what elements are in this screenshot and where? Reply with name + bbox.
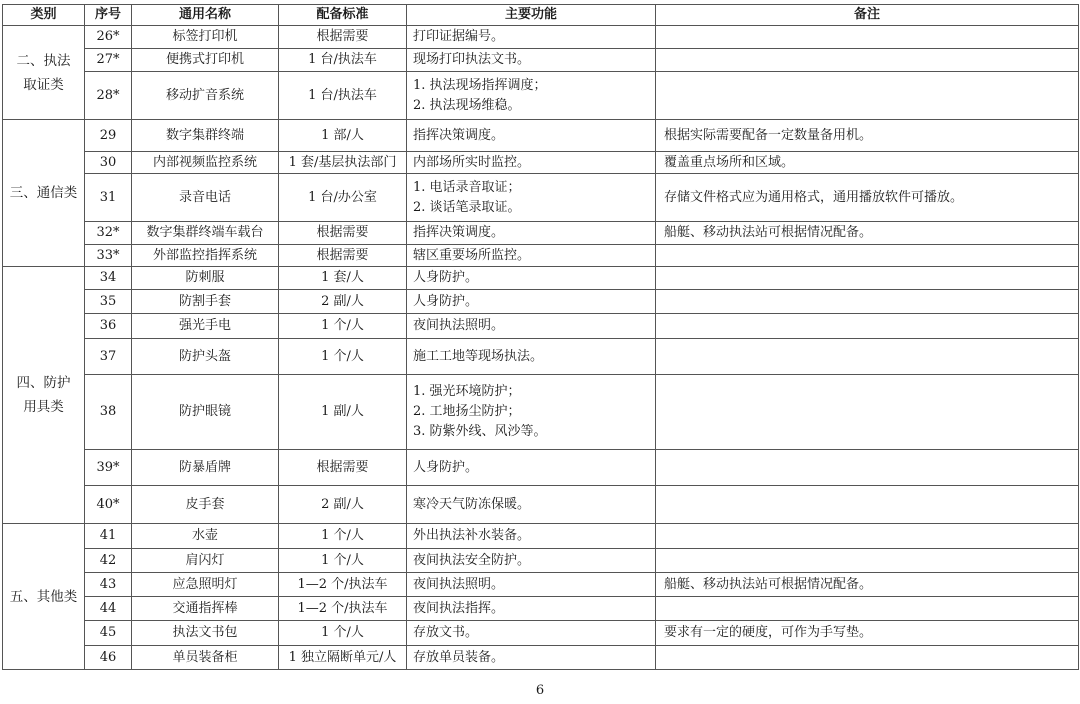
standard-cell: 1 副/人 [279,375,407,450]
seq-cell: 43 [85,573,132,597]
function-cell [407,49,656,72]
table-row [3,375,1079,450]
function-line: 施工工地等现场执法。 [413,348,544,364]
function-line: 2. 谈话笔录取证。 [413,199,521,215]
name-cell: 肩闪灯 [132,549,279,573]
standard-cell: 根据需要 [279,245,407,267]
note-cell [656,290,1079,314]
standard-cell: 1—2 个/执法车 [279,597,407,621]
name-cell: 交通指挥棒 [132,597,279,621]
table-row [3,314,1079,339]
table-row [3,245,1079,267]
note-cell: 船艇、移动执法站可根据情况配备。 [656,222,1079,245]
function-line: 存放单员装备。 [413,649,505,665]
equipment-table [2,4,1079,670]
function-line: 人身防护。 [413,270,479,285]
function-line: 夜间执法指挥。 [413,600,505,616]
seq-cell: 30 [85,152,132,174]
column-header-function: 主要功能 [407,5,656,26]
standard-cell: 根据需要 [279,222,407,245]
function-line: 打印证据编号。 [413,29,505,44]
note-cell [656,549,1079,573]
table-row [3,267,1079,290]
seq-cell: 26* [85,26,132,49]
name-cell: 皮手套 [132,486,279,524]
table-row [3,646,1079,670]
standard-cell: 1 套/基层执法部门 [279,152,407,174]
function-cell [407,524,656,549]
standard-cell: 2 副/人 [279,290,407,314]
name-cell: 防割手套 [132,290,279,314]
function-cell [407,290,656,314]
column-header-standard: 配备标准 [279,5,407,26]
function-line: 夜间执法安全防护。 [413,552,531,568]
function-cell [407,621,656,646]
name-cell: 水壶 [132,524,279,549]
seq-cell: 38 [85,375,132,450]
name-cell: 移动扩音系统 [132,72,279,120]
seq-cell: 40* [85,486,132,524]
function-line: 内部场所实时监控。 [413,154,531,170]
note-cell: 覆盖重点场所和区域。 [656,152,1079,174]
note-cell [656,450,1079,486]
function-cell [407,152,656,174]
function-line: 1. 电话录音取证； [413,179,521,195]
standard-cell: 1 独立隔断单元/人 [279,646,407,670]
standard-cell: 2 副/人 [279,486,407,524]
note-cell [656,339,1079,375]
function-line: 2. 工地扬尘防护； [413,404,521,419]
column-header-note: 备注 [656,5,1079,26]
note-cell: 根据实际需要配备一定数量备用机。 [656,120,1079,152]
note-cell [656,314,1079,339]
name-cell: 应急照明灯 [132,573,279,597]
note-cell [656,597,1079,621]
column-header-seq: 序号 [85,5,132,26]
function-cell [407,339,656,375]
standard-cell: 1 台/执法车 [279,72,407,120]
note-cell [656,49,1079,72]
table-row [3,597,1079,621]
function-line: 指挥决策调度。 [413,127,505,143]
standard-cell: 1 台/执法车 [279,49,407,72]
column-header-name: 通用名称 [132,5,279,26]
standard-cell: 根据需要 [279,26,407,49]
note-cell: 存储文件格式应为通用格式，通用播放软件可播放。 [656,174,1079,222]
function-line: 夜间执法照明。 [413,576,505,592]
category-cell [3,26,85,120]
function-line: 存放文书。 [413,625,479,640]
standard-cell: 1 个/人 [279,549,407,573]
standard-cell: 根据需要 [279,450,407,486]
note-cell [656,646,1079,670]
note-cell [656,375,1079,450]
name-cell: 防护眼镜 [132,375,279,450]
name-cell: 数字集群终端 [132,120,279,152]
note-cell [656,26,1079,49]
name-cell: 便携式打印机 [132,49,279,72]
table-row [3,450,1079,486]
name-cell: 单员装备柜 [132,646,279,670]
note-cell: 船艇、移动执法站可根据情况配备。 [656,573,1079,597]
table-row [3,573,1079,597]
function-cell [407,375,656,450]
function-cell [407,174,656,222]
standard-cell: 1 套/人 [279,267,407,290]
standard-cell: 1 个/人 [279,339,407,375]
category-line: 五、其他类 [9,588,78,605]
function-line: 现场打印执法文书。 [413,52,531,67]
seq-cell: 33* [85,245,132,267]
table-row [3,174,1079,222]
function-line: 人身防护。 [413,293,479,309]
note-cell [656,486,1079,524]
seq-cell: 29 [85,120,132,152]
category-line: 四、防护 [16,375,71,391]
function-line: 外出执法补水装备。 [413,528,531,543]
standard-cell: 1 个/人 [279,314,407,339]
function-line: 辖区重要场所监控。 [413,247,531,263]
note-cell: 要求有一定的硬度，可作为手写垫。 [656,621,1079,646]
category-line: 用具类 [23,399,64,415]
table-row [3,120,1079,152]
table-row [3,621,1079,646]
standard-cell: 1—2 个/执法车 [279,573,407,597]
category-cell [3,524,85,670]
seq-cell: 32* [85,222,132,245]
name-cell: 防暴盾牌 [132,450,279,486]
name-cell: 标签打印机 [132,26,279,49]
name-cell: 执法文书包 [132,621,279,646]
name-cell: 录音电话 [132,174,279,222]
function-line: 2. 执法现场维稳。 [413,97,521,113]
seq-cell: 42 [85,549,132,573]
name-cell: 内部视频监控系统 [132,152,279,174]
function-cell [407,120,656,152]
function-cell [407,486,656,524]
function-line: 指挥决策调度。 [413,225,505,240]
seq-cell: 37 [85,339,132,375]
table-row [3,72,1079,120]
note-cell [656,72,1079,120]
function-cell [407,646,656,670]
function-cell [407,597,656,621]
seq-cell: 36 [85,314,132,339]
seq-cell: 41 [85,524,132,549]
table-row [3,222,1079,245]
category-line: 二、执法 [16,52,71,69]
function-line: 1. 强光环境防护； [413,384,521,399]
seq-cell: 28* [85,72,132,120]
table-row [3,524,1079,549]
table-row [3,152,1079,174]
function-line: 寒冷天气防冻保暖。 [413,496,531,512]
name-cell: 防护头盔 [132,339,279,375]
standard-cell: 1 台/办公室 [279,174,407,222]
function-line: 3. 防紫外线、风沙等。 [413,424,547,439]
table-row [3,339,1079,375]
note-cell [656,267,1079,290]
column-header-category: 类别 [3,5,85,26]
function-line: 1. 执法现场指挥调度； [413,77,547,93]
seq-cell: 34 [85,267,132,290]
function-cell [407,450,656,486]
category-line: 三、通信类 [9,185,78,201]
standard-cell: 1 部/人 [279,120,407,152]
note-cell [656,524,1079,549]
seq-cell: 46 [85,646,132,670]
table-header-row [3,5,1079,26]
page-number: 6 [535,683,545,698]
standard-cell: 1 个/人 [279,621,407,646]
function-cell [407,245,656,267]
seq-cell: 44 [85,597,132,621]
function-cell [407,573,656,597]
name-cell: 强光手电 [132,314,279,339]
note-cell [656,245,1079,267]
function-line: 夜间执法照明。 [413,318,505,333]
seq-cell: 39* [85,450,132,486]
function-cell [407,549,656,573]
category-cell [3,267,85,524]
category-cell [3,120,85,267]
table-row [3,549,1079,573]
table-row [3,26,1079,49]
category-line: 取证类 [23,76,64,93]
function-line: 人身防护。 [413,459,479,475]
seq-cell: 35 [85,290,132,314]
name-cell: 数字集群终端车载台 [132,222,279,245]
seq-cell: 27* [85,49,132,72]
function-cell [407,314,656,339]
name-cell: 防刺服 [132,267,279,290]
seq-cell: 31 [85,174,132,222]
standard-cell: 1 个/人 [279,524,407,549]
function-cell [407,222,656,245]
table-row [3,486,1079,524]
function-cell [407,72,656,120]
name-cell: 外部监控指挥系统 [132,245,279,267]
function-cell [407,267,656,290]
table-row [3,49,1079,72]
seq-cell: 45 [85,621,132,646]
table-row [3,290,1079,314]
function-cell [407,26,656,49]
